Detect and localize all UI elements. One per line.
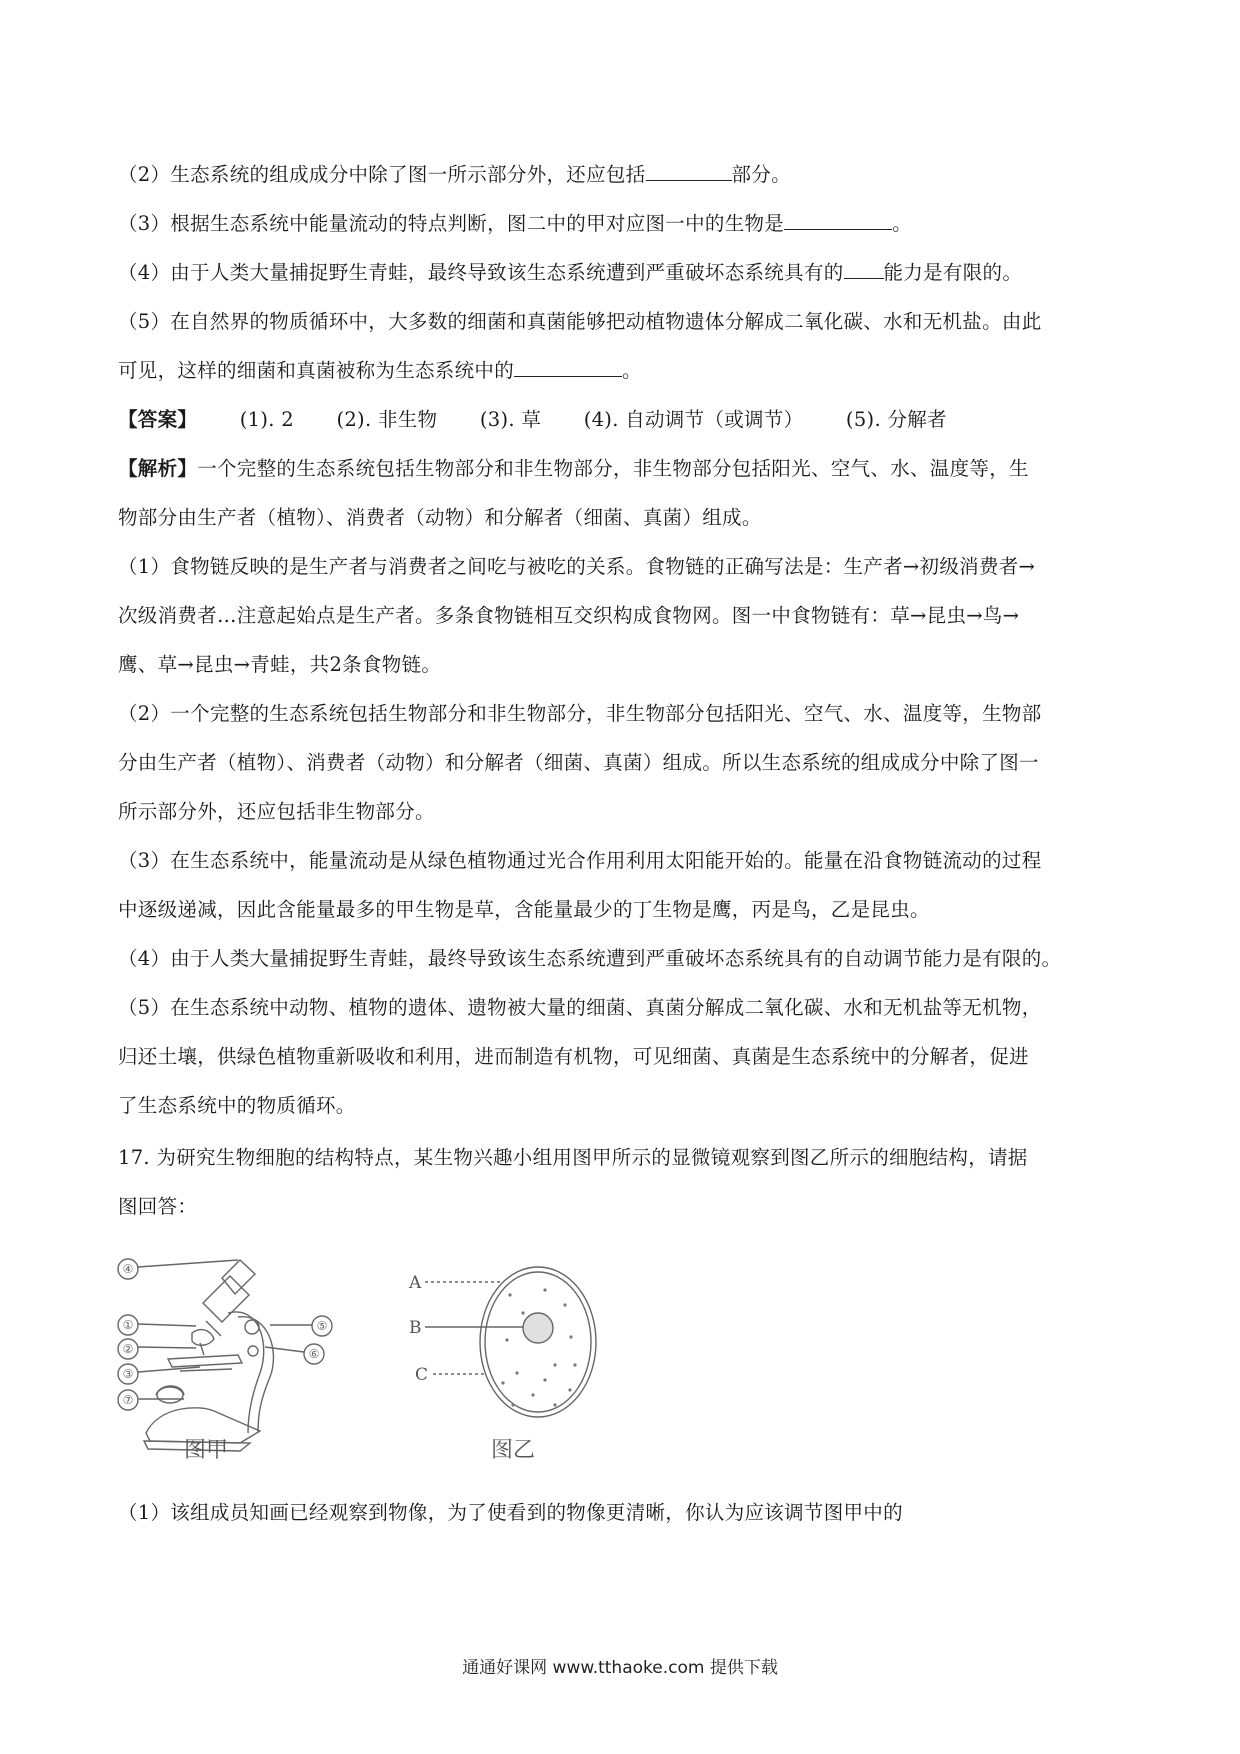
label-3: ③	[122, 1367, 134, 1381]
analysis-line-5: 鹰、草→昆虫→青蛙，共2条食物链。	[118, 653, 442, 676]
analysis-label: 【解析】	[118, 457, 198, 480]
analysis-line-10: 中逐级递减，因此含能量最多的甲生物是草，含能量最少的丁生物是鹰，丙是鸟，乙是昆虫。	[118, 898, 930, 921]
question-17-line-1: 17. 为研究生物细胞的结构特点，某生物兴趣小组用图甲所示的显微镜观察到图乙所示的细胞结构，请据	[118, 1146, 1028, 1169]
question-3-suffix: 。	[892, 212, 912, 235]
analysis-line-14: 了生态系统中的物质循环。	[118, 1094, 356, 1117]
question-5-line-1: （5）在自然界的物质循环中，大多数的细菌和真菌能够把动植物遗体分解成二氧化碳、水和无机盐。由此	[118, 310, 1042, 333]
label-1: ①	[122, 1318, 134, 1332]
analysis-line-13: 归还土壤，供绿色植物重新吸收和利用，进而制造有机物，可见细菌、真菌是生态系统中的分解者，促进	[118, 1045, 1029, 1068]
question-5-suffix: 。	[622, 359, 642, 382]
answer-item-4: (4). 自动调节（或调节）	[583, 408, 804, 431]
answer-blank-5	[514, 358, 622, 377]
figure-b-caption: 图乙	[491, 1438, 536, 1463]
label-a: A	[409, 1273, 422, 1293]
analysis-line-2: 物部分由生产者（植物）、消费者（动物）和分解者（细菌、真菌）组成。	[118, 506, 762, 529]
microscope-figure	[110, 1255, 350, 1463]
analysis-line-1	[118, 454, 1128, 484]
label-b: B	[409, 1318, 422, 1338]
analysis-line-3: （1）食物链反映的是生产者与消费者之间吃与被吃的关系。食物链的正确写法是：生产者→初级消费者→	[118, 555, 1036, 578]
question-2-suffix: 部分。	[731, 163, 791, 186]
analysis-line-9: （3）在生态系统中，能量流动是从绿色植物通过光合作用利用太阳能开始的。能量在沿食物链流动的过程	[118, 849, 1042, 872]
label-c: C	[415, 1365, 429, 1385]
label-5: ⑤	[316, 1319, 328, 1333]
question-3-text: （3）根据生态系统中能量流动的特点判断，图二中的甲对应图一中的生物是	[118, 212, 785, 235]
label-6: ⑥	[308, 1347, 320, 1361]
label-4: ④	[122, 1262, 134, 1276]
label-7: ⑦	[122, 1393, 134, 1407]
answer-item-2: (2). 非生物	[336, 408, 438, 431]
answer-label: 【答案】	[118, 408, 198, 431]
question-3-line	[118, 209, 1128, 239]
analysis-line-4: 次级消费者…注意起始点是生产者。多条食物链相互交织构成食物网。图一中食物链有：草→昆虫→鸟→	[118, 604, 1020, 627]
question-4-line	[118, 258, 1128, 288]
question-2-line	[118, 160, 1128, 190]
microscope-drawing	[110, 1255, 350, 1460]
question-17-line-2: 图回答：	[118, 1195, 198, 1218]
analysis-text: 一个完整的生态系统包括生物部分和非生物部分，非生物部分包括阳光、空气、水、温度等，生	[197, 457, 1029, 480]
answer-item-3: (3). 草	[479, 408, 542, 431]
answer-blank-4	[844, 260, 884, 279]
analysis-line-12: （5）在生态系统中动物、植物的遗体、遗物被大量的细菌、真菌分解成二氧化碳、水和无机盐等无机物，	[118, 996, 1042, 1019]
answer-blank-3	[784, 211, 892, 230]
question-5-line-2	[118, 356, 1128, 386]
cell-figure	[405, 1265, 620, 1463]
analysis-line-7: 分由生产者（植物）、消费者（动物）和分解者（细菌、真菌）组成。所以生态系统的组成成分中除了图一	[118, 751, 1039, 774]
question-5-text: 可见，这样的细菌和真菌被称为生态系统中的	[118, 359, 515, 382]
question-2-text: （2）生态系统的组成成分中除了图一所示部分外，还应包括	[118, 163, 646, 186]
answer-item-1: (1). 2	[239, 408, 294, 431]
figure-a-caption: 图甲	[184, 1438, 229, 1463]
question-4-suffix: 能力是有限的。	[883, 261, 1023, 284]
analysis-line-11: （4）由于人类大量捕捉野生青蛙，最终导致该生态系统遭到严重破坏态系统具有的自动调节能力是有限的。	[118, 947, 1062, 970]
answer-blank-2	[646, 162, 732, 181]
cell-drawing	[405, 1265, 620, 1460]
question-4-text: （4）由于人类大量捕捉野生青蛙，最终导致该生态系统遭到严重破坏态系统具有的	[118, 261, 844, 284]
analysis-line-6: （2）一个完整的生态系统包括生物部分和非生物部分，非生物部分包括阳光、空气、水、温度等，生物部	[118, 702, 1042, 725]
label-2: ②	[122, 1342, 134, 1356]
answer-line	[118, 405, 1128, 435]
question-17-1-line: （1）该组成员知画已经观察到物像，为了使看到的物像更清晰，你认为应该调节图甲中的	[118, 1501, 903, 1524]
analysis-line-8: 所示部分外，还应包括非生物部分。	[118, 800, 435, 823]
page-footer: 通通好课网 www.tthaoke.com 提供下载	[462, 1658, 778, 1678]
answer-item-5: (5). 分解者	[845, 408, 947, 431]
